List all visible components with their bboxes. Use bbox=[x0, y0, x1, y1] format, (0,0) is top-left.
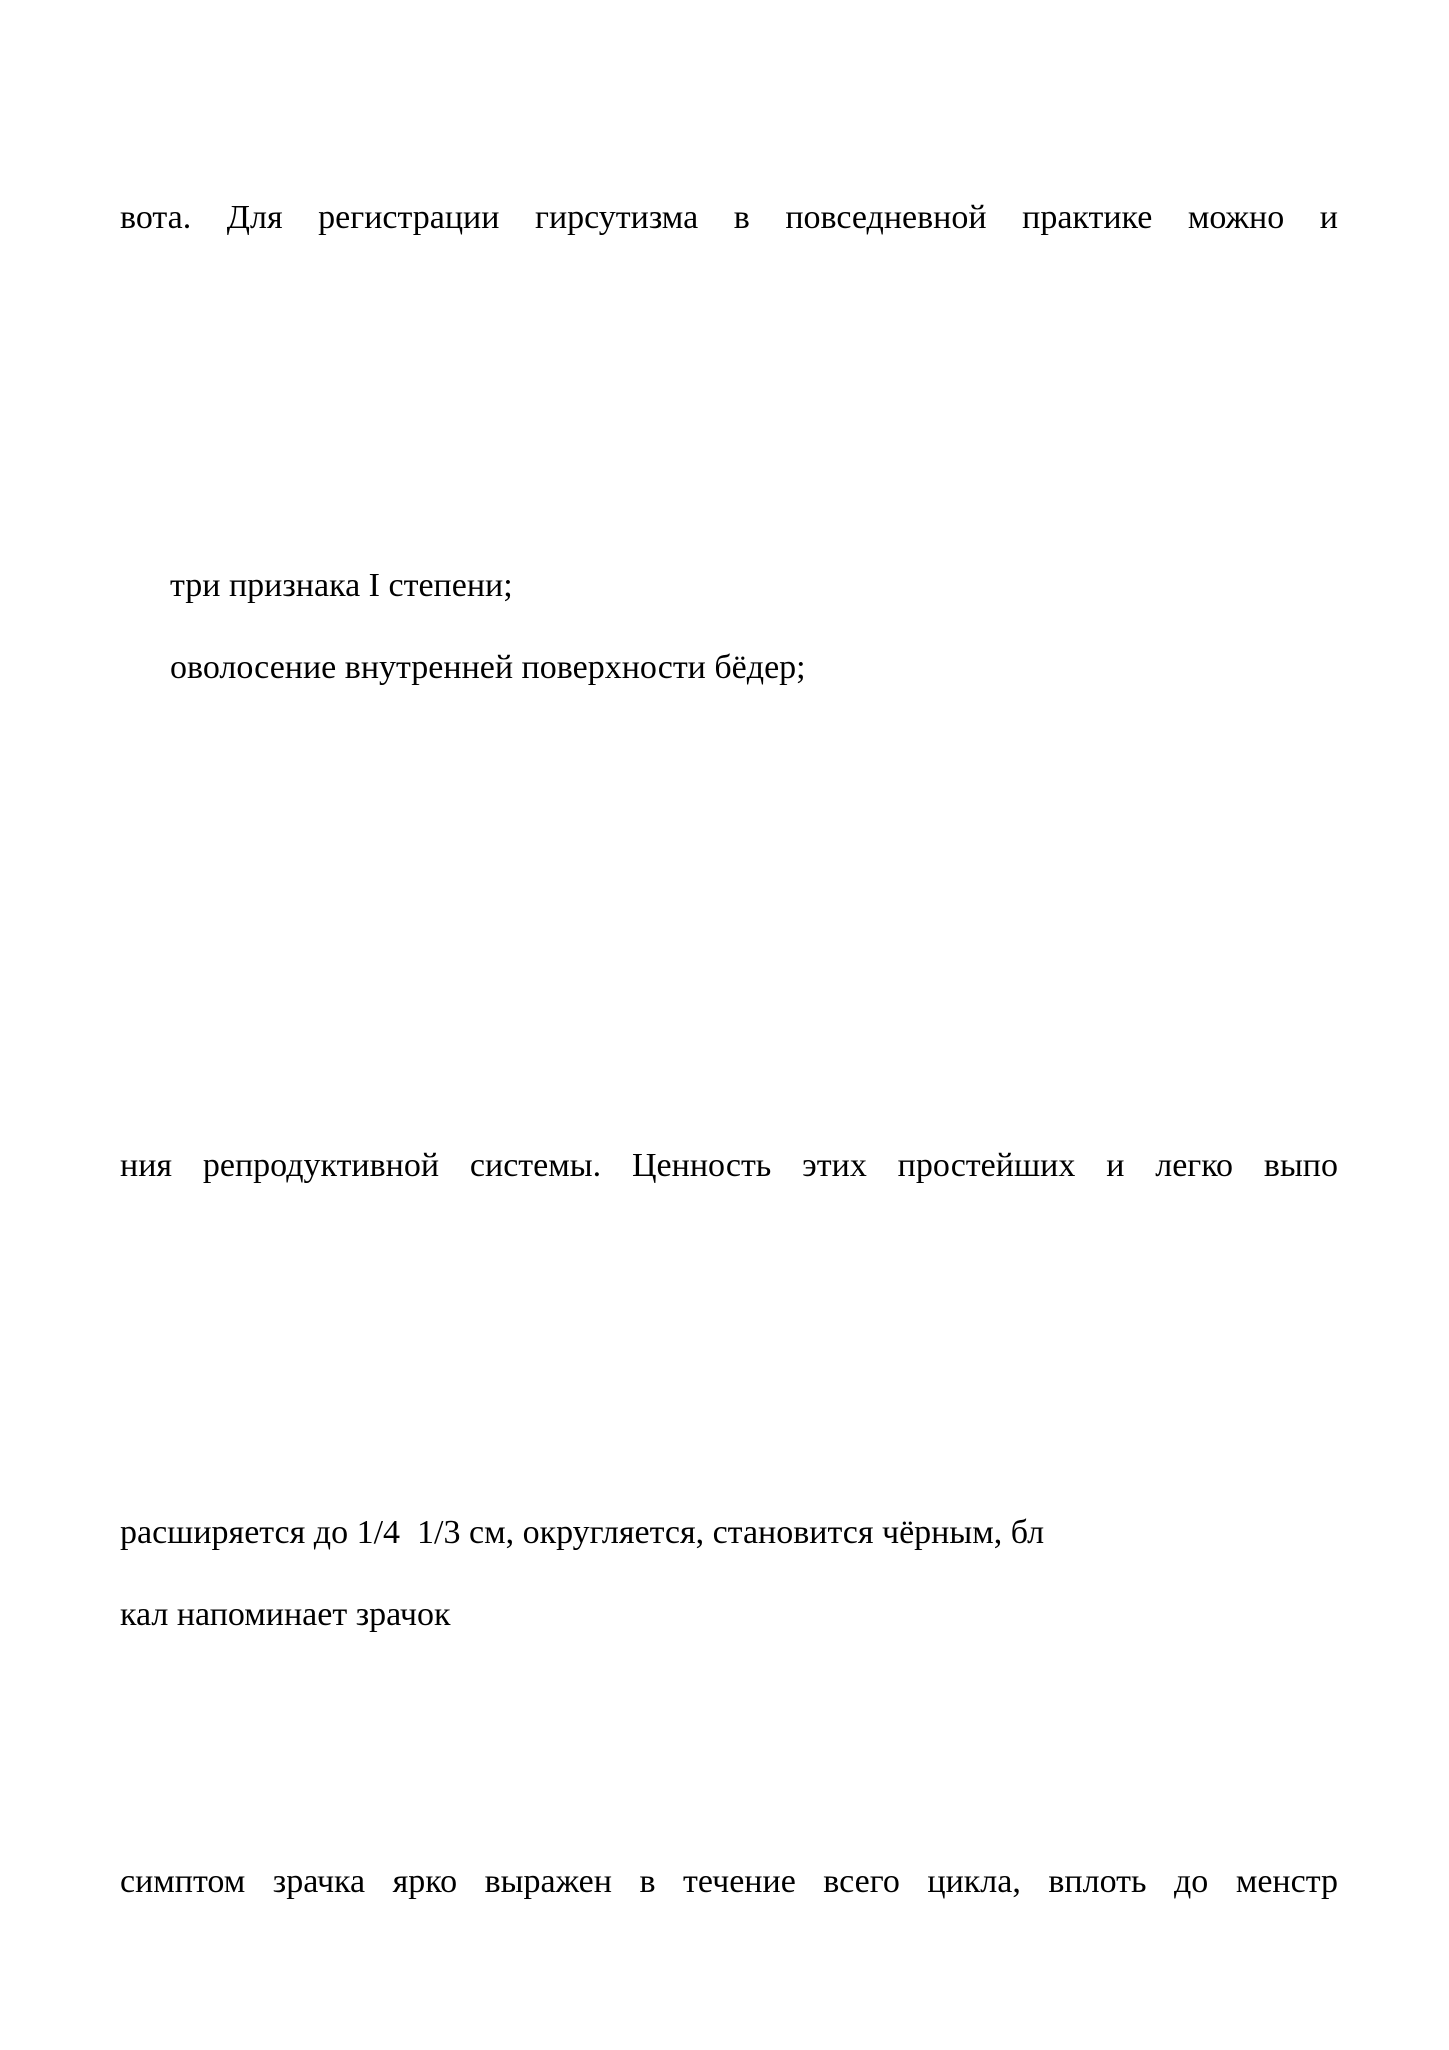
text-line-pupil-symptom: симптом зрачка ярко выражен в течение всего цикла, вплоть до менстр bbox=[120, 1863, 1338, 1900]
text-line-reproductive-system: ния репродуктивной системы. Ценность этих простейших и легко выпо bbox=[120, 1147, 1338, 1184]
text-line-resembles-pupil: кал напоминает зрачок bbox=[120, 1596, 451, 1633]
list-item-inner-thigh-hair: оволосение внутренней поверхности бёдер; bbox=[170, 649, 806, 686]
list-item-three-signs: три признака I степени; bbox=[170, 567, 513, 604]
text-line-hirsutism-registration: вота. Для регистрации гирсутизма в повседневной практике можно и bbox=[120, 199, 1338, 236]
text-line-widens: расширяется до 1/4 1/3 см, округляется, становится чёрным, бл bbox=[120, 1514, 1045, 1551]
